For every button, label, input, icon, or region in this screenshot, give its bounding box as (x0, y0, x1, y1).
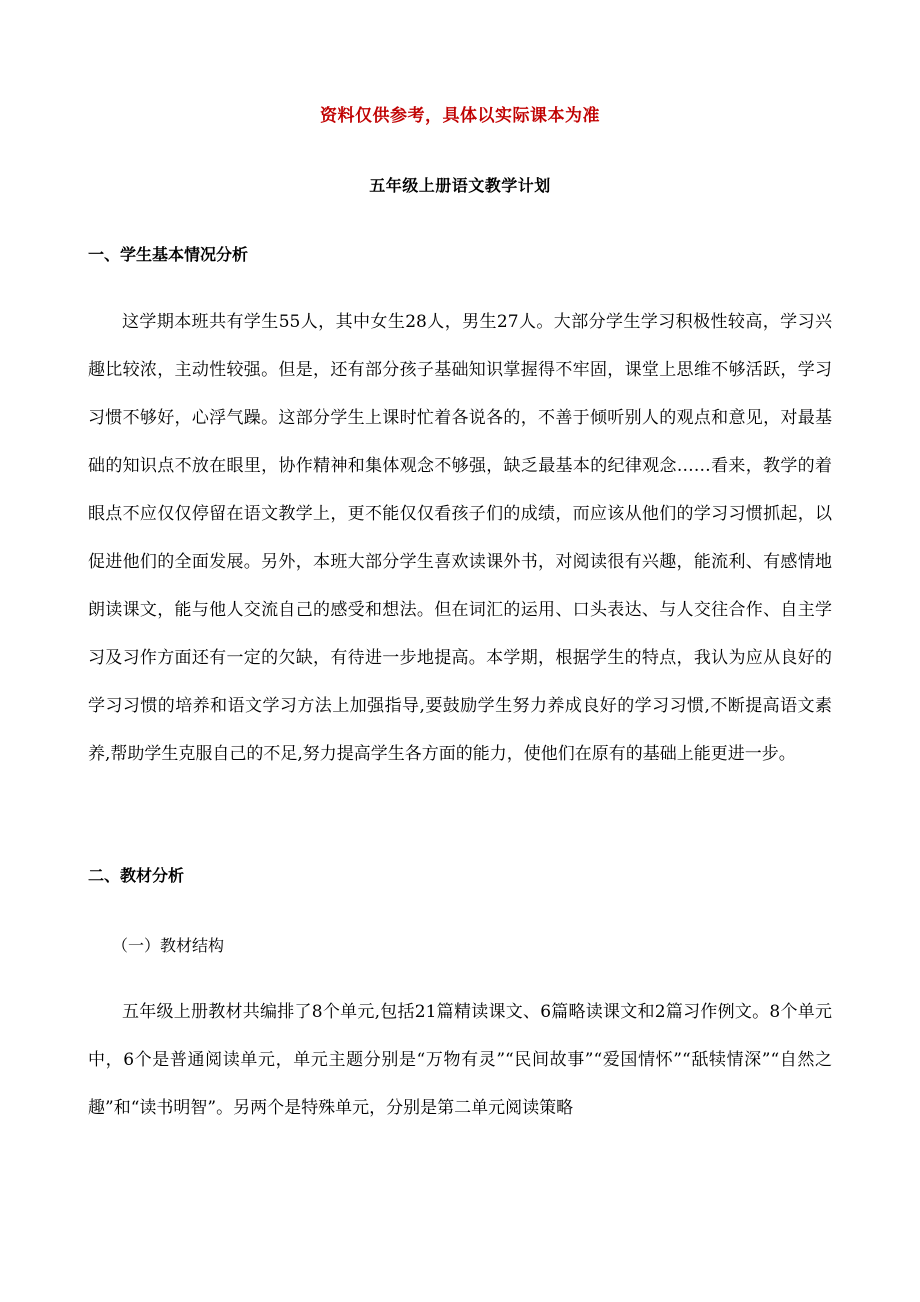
student-analysis-paragraph: 这学期本班共有学生55人，其中女生28人，男生27人。大部分学生学习积极性较高，学习兴趣比较浓，主动性较强。但是，还有部分孩子基础知识掌握得不牢固，课堂上思维不够活跃，学习习惯不够好，心浮气躁。这部分学生上课时忙着各说各的，不善于倾听别人的观点和意见，对最基础的知识点不放在眼里，协作精神和集体观念不够强，缺乏最基本的纪律观念……看来，教学的着眼点不应仅仅停留在语文教学上，更不能仅仅看孩子们的成绩，而应该从他们的学习习惯抓起，以促进他们的全面发展。另外，本班大部分学生喜欢读课外书，对阅读很有兴趣，能流利、有感情地朗读课文，能与他人交流自己的感受和想法。但在词汇的运用、口头表达、与人交往合作、自主学习及习作方面还有一定的欠缺，有待进一步地提高。本学期，根据学生的特点，我认为应从良好的学习习惯的培养和语文学习方法上加强指导,要鼓励学生努力养成良好的学习习惯,不断提高语文素养,帮助学生克服自己的不足,努力提高学生各方面的能力，使他们在原有的基础上能更进一步。 (88, 312, 832, 764)
textbook-structure-paragraph: 五年级上册教材共编排了8个单元,包括21篇精读课文、6篇略读课文和2篇习作例文。8个单元中，6个是普通阅读单元，单元主题分别是“万物有灵”“民间故事”“爱国情怀”“舐犊情深”“自然之趣”和“读书明智”。另两个是特殊单元，分别是第二单元阅读策略 (88, 1002, 832, 1118)
document-title: 五年级上册语文教学计划 (369, 176, 551, 195)
disclaimer-note: 资料仅供参考，具体以实际课本为准 (320, 106, 600, 126)
subsection-heading-textbook-structure: （一）教材结构 (112, 936, 225, 955)
section-heading-student-analysis: 一、学生基本情况分析 (88, 245, 249, 264)
section-heading-textbook-analysis: 二、教材分析 (88, 866, 185, 885)
